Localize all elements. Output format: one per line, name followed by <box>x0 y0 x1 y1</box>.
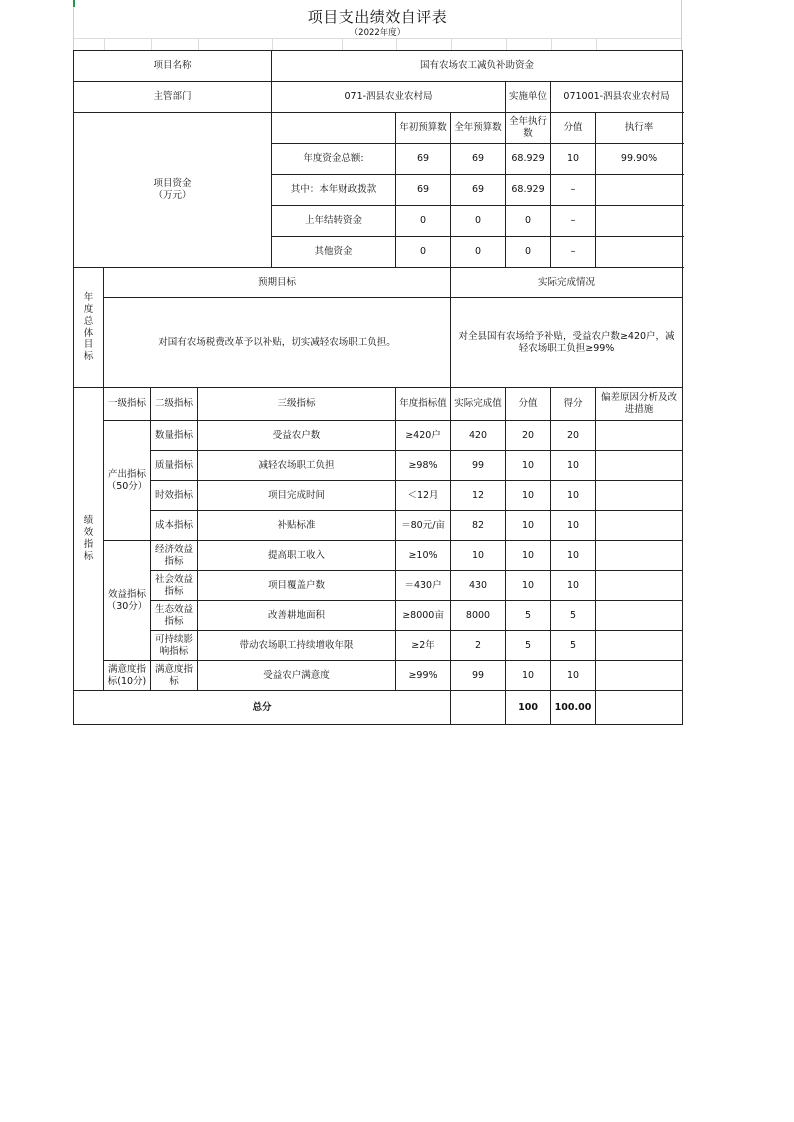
actual-goal-label: 实际完成情况 <box>451 268 683 298</box>
deviation-remark <box>596 451 683 481</box>
funds-header-blank <box>272 113 396 144</box>
level3-indicator: 受益农户满意度 <box>198 661 396 691</box>
table-body <box>74 51 683 725</box>
target-value: ≥98% <box>396 451 451 481</box>
score-value: 10 <box>506 511 551 541</box>
indicator-row <box>74 421 683 451</box>
funds-header-cell: 全年执行数 <box>506 113 551 144</box>
level1-indicator: 产出指标 （50分） <box>104 421 151 541</box>
level3-indicator: 带动农场职工持续增收年限 <box>198 631 396 661</box>
level2-indicator: 时效指标 <box>151 481 198 511</box>
actual-value: 8000 <box>451 601 506 631</box>
total-remark <box>596 691 683 725</box>
level2-indicator: 可持续影 响指标 <box>151 631 198 661</box>
goals-content-row <box>74 298 683 388</box>
indicator-row <box>74 481 683 511</box>
funds-value-cell: 0 <box>506 237 551 268</box>
total-blank <box>451 691 506 725</box>
project-name-row <box>74 51 683 82</box>
target-value: ＜12月 <box>396 481 451 511</box>
score-value: 10 <box>506 481 551 511</box>
level2-indicator: 生态效益 指标 <box>151 601 198 631</box>
funds-value-cell: 10 <box>551 144 596 175</box>
evaluation-table <box>73 50 683 725</box>
funds-value-cell: 99.90% <box>596 144 683 175</box>
score-value: 10 <box>506 541 551 571</box>
score: 5 <box>551 631 596 661</box>
score-value: 10 <box>506 451 551 481</box>
indicator-header-cell: 三级指标 <box>198 388 396 421</box>
funds-value-cell: 0 <box>396 237 451 268</box>
deviation-remark <box>596 541 683 571</box>
target-value: ≥99% <box>396 661 451 691</box>
funds-value-cell: 69 <box>451 175 506 206</box>
funds-header-cell: 全年预算数 <box>451 113 506 144</box>
goals-header-row <box>74 268 683 298</box>
funds-header-row <box>74 113 683 144</box>
target-value: ≥8000亩 <box>396 601 451 631</box>
expected-goal-text: 对国有农场税费改革予以补贴，切实减轻农场职工负担。 <box>104 298 451 388</box>
indicators-section-label: 绩 效 指 标 <box>74 388 104 691</box>
target-value: ≥2年 <box>396 631 451 661</box>
actual-value: 99 <box>451 661 506 691</box>
deviation-remark <box>596 601 683 631</box>
score: 10 <box>551 541 596 571</box>
funds-value-cell: – <box>551 237 596 268</box>
score: 10 <box>551 511 596 541</box>
target-value: ＝80元/亩 <box>396 511 451 541</box>
level3-indicator: 项目覆盖户数 <box>198 571 396 601</box>
department-label: 主管部门 <box>74 82 272 113</box>
score-value: 5 <box>506 631 551 661</box>
funds-value-cell: 0 <box>451 237 506 268</box>
level1-indicator: 满意度指 标(10分) <box>104 661 151 691</box>
level2-indicator: 成本指标 <box>151 511 198 541</box>
indicator-header-cell: 偏差原因分析及改进措施 <box>596 388 683 421</box>
indicator-header-cell: 实际完成值 <box>451 388 506 421</box>
total-row <box>74 691 683 725</box>
level2-indicator: 社会效益 指标 <box>151 571 198 601</box>
actual-goal-text: 对全县国有农场给予补贴，受益农户数≥420户，减轻农场职工负担≥99% <box>451 298 683 388</box>
level2-indicator: 质量指标 <box>151 451 198 481</box>
indicator-row <box>74 511 683 541</box>
page-title: 项目支出绩效自评表 <box>307 8 448 26</box>
deviation-remark <box>596 661 683 691</box>
target-value: ＝430户 <box>396 571 451 601</box>
level3-indicator: 减轻农场职工负担 <box>198 451 396 481</box>
deviation-remark <box>596 571 683 601</box>
indicator-row <box>74 601 683 631</box>
level3-indicator: 项目完成时间 <box>198 481 396 511</box>
actual-value: 420 <box>451 421 506 451</box>
total-label: 总分 <box>74 691 451 725</box>
indicator-header-cell: 得分 <box>551 388 596 421</box>
funds-value-cell: 0 <box>396 206 451 237</box>
total-score: 100.00 <box>551 691 596 725</box>
funds-value-cell: 68.929 <box>506 175 551 206</box>
funds-row-label: 其他资金 <box>272 237 396 268</box>
funds-row-label: 其中：本年财政拨款 <box>272 175 396 206</box>
funds-value-cell: 0 <box>451 206 506 237</box>
deviation-remark <box>596 481 683 511</box>
funds-value-cell: 69 <box>396 144 451 175</box>
score-value: 5 <box>506 601 551 631</box>
funds-value-cell: 68.929 <box>506 144 551 175</box>
score-value: 20 <box>506 421 551 451</box>
page-subtitle: （2022年度） <box>349 28 406 38</box>
level3-indicator: 提高职工收入 <box>198 541 396 571</box>
target-value: ≥10% <box>396 541 451 571</box>
funds-row-label: 年度资金总额: <box>272 144 396 175</box>
level3-indicator: 改善耕地面积 <box>198 601 396 631</box>
funds-row-label: 上年结转资金 <box>272 206 396 237</box>
indicator-row <box>74 571 683 601</box>
indicator-header-cell: 二级指标 <box>151 388 198 421</box>
actual-value: 10 <box>451 541 506 571</box>
actual-value: 12 <box>451 481 506 511</box>
deviation-remark <box>596 511 683 541</box>
project-name-label: 项目名称 <box>74 51 272 82</box>
score: 5 <box>551 601 596 631</box>
score: 20 <box>551 421 596 451</box>
funds-value-cell: 0 <box>506 206 551 237</box>
target-value: ≥420户 <box>396 421 451 451</box>
funds-value-cell: – <box>551 206 596 237</box>
score: 10 <box>551 451 596 481</box>
indicator-row <box>74 541 683 571</box>
title-area <box>73 0 682 50</box>
project-name-value: 国有农场农工减负补助资金 <box>272 51 683 82</box>
level2-indicator: 满意度指 标 <box>151 661 198 691</box>
level2-indicator: 经济效益 指标 <box>151 541 198 571</box>
evaluation-sheet <box>73 0 682 713</box>
actual-value: 82 <box>451 511 506 541</box>
department-value: 071-泗县农业农村局 <box>272 82 506 113</box>
actual-value: 430 <box>451 571 506 601</box>
funds-value-cell: 69 <box>396 175 451 206</box>
actual-value: 2 <box>451 631 506 661</box>
total-score-value: 100 <box>506 691 551 725</box>
level2-indicator: 数量指标 <box>151 421 198 451</box>
indicator-header-cell: 年度指标值 <box>396 388 451 421</box>
actual-value: 99 <box>451 451 506 481</box>
indicator-row <box>74 631 683 661</box>
indicator-header-cell: 一级指标 <box>104 388 151 421</box>
department-row <box>74 82 683 113</box>
score: 10 <box>551 571 596 601</box>
funds-value-cell <box>596 175 683 206</box>
indicator-row <box>74 451 683 481</box>
score-value: 10 <box>506 571 551 601</box>
score: 10 <box>551 481 596 511</box>
implementer-label: 实施单位 <box>506 82 551 113</box>
level3-indicator: 补贴标准 <box>198 511 396 541</box>
level3-indicator: 受益农户数 <box>198 421 396 451</box>
funds-header-cell: 执行率 <box>596 113 683 144</box>
funds-section-label: 项目资金 （万元） <box>74 113 272 268</box>
implementer-value: 071001-泗县农业农村局 <box>551 82 683 113</box>
deviation-remark <box>596 631 683 661</box>
level1-indicator: 效益指标 （30分） <box>104 541 151 661</box>
score-value: 10 <box>506 661 551 691</box>
indicator-header-row <box>74 388 683 421</box>
funds-value-cell: – <box>551 175 596 206</box>
score: 10 <box>551 661 596 691</box>
funds-header-cell: 年初预算数 <box>396 113 451 144</box>
funds-value-cell <box>596 206 683 237</box>
expected-goal-label: 预期目标 <box>104 268 451 298</box>
indicator-row <box>74 661 683 691</box>
funds-value-cell <box>596 237 683 268</box>
funds-header-cell: 分值 <box>551 113 596 144</box>
deviation-remark <box>596 421 683 451</box>
funds-value-cell: 69 <box>451 144 506 175</box>
goals-section-label: 年 度 总 体 目 标 <box>74 268 104 388</box>
indicator-header-cell: 分值 <box>506 388 551 421</box>
